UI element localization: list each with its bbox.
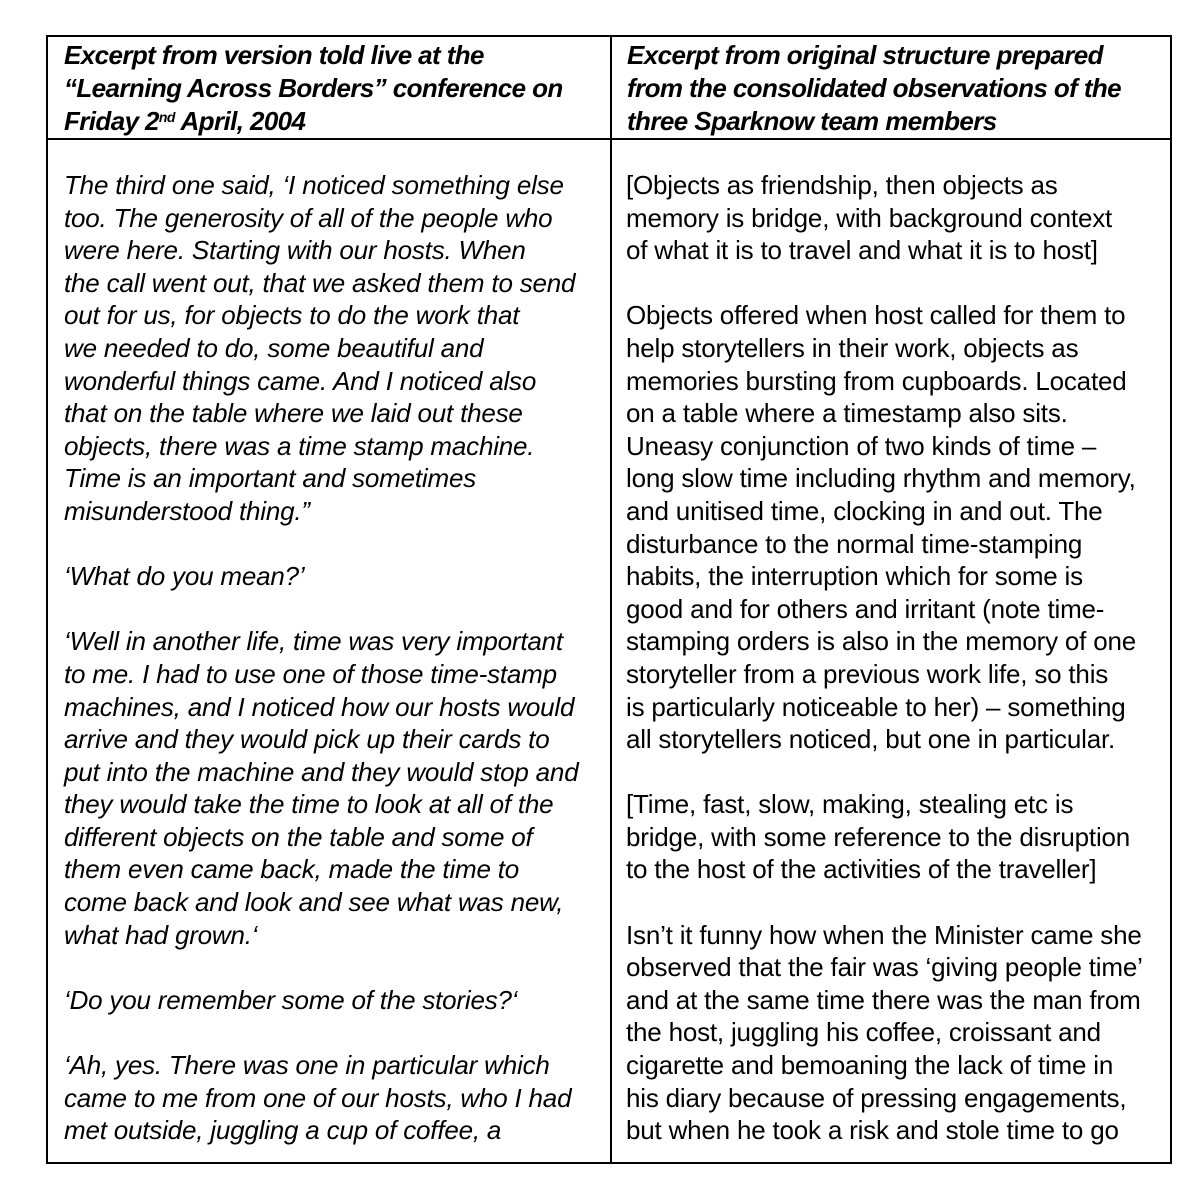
header-left-line3 (64, 106, 305, 136)
header-left-line2: “Learning Across Borders” conference on (64, 73, 563, 103)
header-left-date-sup: nd (158, 109, 175, 125)
live-version-text: The third one said, ‘I noticed something else too. The generosity of all of the people who were here. Starting with our hosts. When the call went out, that we asked them to send out for us, for objects to do the work that we needed to do, some beautiful and wonderful things came. And I noticed also that on the table where we laid out these objects, there was a time stamp machine. Time is an important and sometimes misunderstood thing.” ‘What do you mean?’ ‘Well in another life, time was very important to me. I had to use one of those time-stamp machines, and I noticed how our hosts would arrive and they would pick up their cards to put into the machine and they would stop and they would take the time to look at all of the different objects on the table and some of them even came back, made the time to come back and look and see what was new, what had grown.‘ ‘Do you remember some of the stories?‘ ‘Ah, yes. There was one in particular which came to me from one of our hosts, who I had met outside, juggling a cup of coffee, a (64, 170, 579, 1146)
header-cell-original-structure: Excerpt from original structure prepared from the consolidated observations of the three Sparknow team members (627, 40, 1122, 136)
original-structure-text: [Objects as friendship, then objects as memory is bridge, with background context of what it is to travel and what it is to host] Objects offered when host called for them to help storytellers in their work, objects as memories bursting from cupboards. Located on a table where a timestamp also sits. Uneasy conjunction of two kinds of time – long slow time including rhythm and memory, and unitised time, clocking in and out. The disturbance to the normal time-stamping habits, the interruption which for some is good and for others and irritant (note time- stamping orders is also in the memory of one storyteller from a previous work life, so this is particularly noticeable to her) – something all storytellers noticed, but one in particular. [Time, fast, slow, making, stealing etc is bridge, with some reference to the disruption to the host of the activities of the traveller] Isn’t it funny how when the Minister came she observed that the fair was ‘giving people time’ and at the same time there was the man from the host, juggling his coffee, croissant and cigarette and bemoaning the lack of time in his diary because of pressing engagements, but when he took a risk and stole time to go (626, 170, 1143, 1146)
column-divider (610, 37, 612, 1162)
header-left-date-pre: Friday 2 (64, 106, 159, 136)
comparison-table (46, 35, 1172, 1164)
header-cell-live-version (64, 39, 604, 138)
header-left-line1: Excerpt from version told live at the (64, 40, 484, 70)
header-divider (48, 138, 1170, 140)
header-left-date-post: April, 2004 (174, 106, 306, 136)
